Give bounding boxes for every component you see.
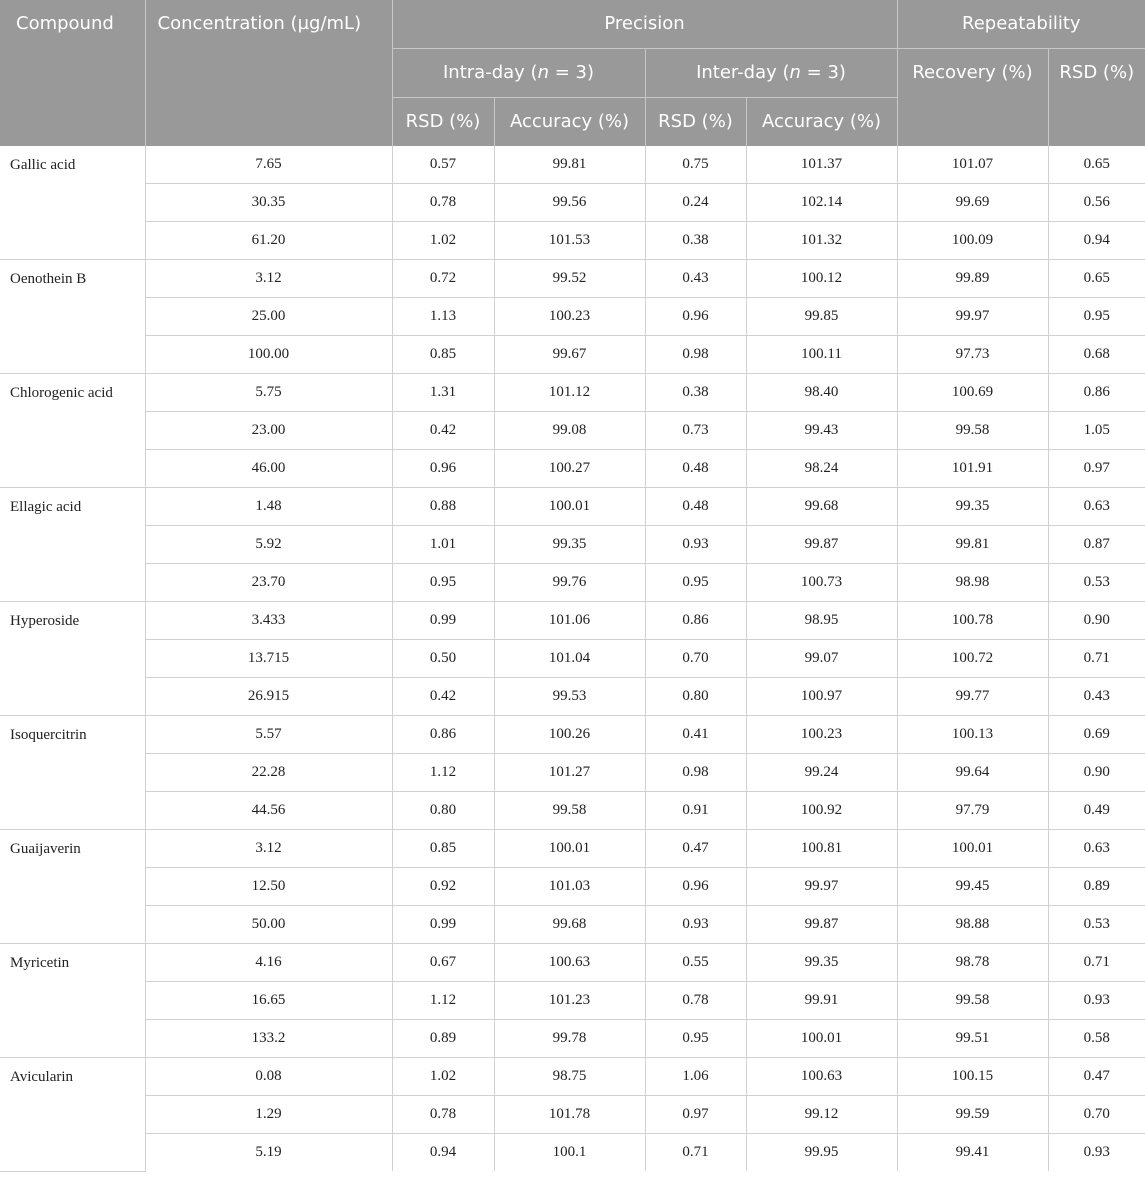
cell-intra-rsd: 0.96 [392,450,494,488]
cell-intra-accuracy: 100.1 [494,1134,645,1172]
cell-intra-rsd: 0.42 [392,412,494,450]
table-row [0,830,1145,868]
header-recovery: Recovery (%) [897,49,1048,147]
cell-inter-accuracy: 101.32 [746,222,897,260]
cell-recovery: 100.15 [897,1058,1048,1096]
cell-concentration: 100.00 [145,336,392,374]
cell-intra-rsd: 0.78 [392,1096,494,1134]
table-row [0,450,1145,488]
cell-recovery: 99.51 [897,1020,1048,1058]
cell-compound: Oenothein B [0,260,145,374]
cell-inter-accuracy: 100.63 [746,1058,897,1096]
cell-inter-accuracy: 100.01 [746,1020,897,1058]
table-row [0,222,1145,260]
cell-concentration: 61.20 [145,222,392,260]
cell-intra-rsd: 0.50 [392,640,494,678]
cell-inter-accuracy: 99.87 [746,526,897,564]
cell-inter-rsd: 0.41 [645,716,746,754]
table-row [0,716,1145,754]
cell-intra-accuracy: 101.12 [494,374,645,412]
cell-concentration: 0.08 [145,1058,392,1096]
cell-inter-rsd: 0.70 [645,640,746,678]
table-row [0,488,1145,526]
cell-repeatability-rsd: 0.71 [1048,944,1145,982]
cell-inter-accuracy: 99.97 [746,868,897,906]
cell-inter-accuracy: 99.95 [746,1134,897,1172]
cell-inter-rsd: 0.48 [645,488,746,526]
cell-recovery: 100.01 [897,830,1048,868]
cell-intra-rsd: 0.88 [392,488,494,526]
cell-compound: Hyperoside [0,602,145,716]
cell-repeatability-rsd: 0.43 [1048,678,1145,716]
cell-repeatability-rsd: 0.53 [1048,906,1145,944]
cell-intra-accuracy: 101.03 [494,868,645,906]
cell-repeatability-rsd: 0.90 [1048,754,1145,792]
table-row [0,982,1145,1020]
cell-intra-accuracy: 101.53 [494,222,645,260]
cell-recovery: 99.45 [897,868,1048,906]
cell-recovery: 99.77 [897,678,1048,716]
cell-compound: Ellagic acid [0,488,145,602]
cell-recovery: 99.69 [897,184,1048,222]
cell-compound: Gallic acid [0,146,145,260]
cell-intra-rsd: 0.99 [392,906,494,944]
cell-intra-accuracy: 99.58 [494,792,645,830]
table-row [0,640,1145,678]
cell-intra-rsd: 0.92 [392,868,494,906]
cell-intra-accuracy: 101.04 [494,640,645,678]
cell-intra-accuracy: 101.06 [494,602,645,640]
cell-repeatability-rsd: 0.97 [1048,450,1145,488]
cell-recovery: 99.58 [897,982,1048,1020]
cell-inter-accuracy: 99.91 [746,982,897,1020]
cell-recovery: 98.78 [897,944,1048,982]
cell-recovery: 99.97 [897,298,1048,336]
table-row [0,754,1145,792]
header-inter-accuracy: Accuracy (%) [746,98,897,147]
cell-concentration: 25.00 [145,298,392,336]
cell-intra-rsd: 1.13 [392,298,494,336]
cell-inter-rsd: 0.75 [645,146,746,184]
cell-intra-rsd: 1.02 [392,1058,494,1096]
cell-inter-accuracy: 99.85 [746,298,897,336]
cell-intra-accuracy: 99.56 [494,184,645,222]
cell-inter-accuracy: 100.12 [746,260,897,298]
cell-concentration: 13.715 [145,640,392,678]
cell-inter-rsd: 0.38 [645,222,746,260]
cell-intra-rsd: 0.95 [392,564,494,602]
table-header [0,0,1145,146]
cell-intra-accuracy: 99.81 [494,146,645,184]
cell-inter-accuracy: 100.11 [746,336,897,374]
cell-intra-accuracy: 99.35 [494,526,645,564]
cell-intra-accuracy: 101.27 [494,754,645,792]
cell-inter-accuracy: 100.23 [746,716,897,754]
cell-recovery: 99.35 [897,488,1048,526]
cell-inter-accuracy: 99.07 [746,640,897,678]
cell-inter-rsd: 1.06 [645,1058,746,1096]
cell-repeatability-rsd: 0.87 [1048,526,1145,564]
cell-repeatability-rsd: 0.65 [1048,260,1145,298]
cell-concentration: 5.57 [145,716,392,754]
cell-inter-accuracy: 100.81 [746,830,897,868]
cell-inter-rsd: 0.98 [645,336,746,374]
cell-recovery: 100.69 [897,374,1048,412]
cell-inter-accuracy: 99.12 [746,1096,897,1134]
header-concentration: Concentration (µg/mL) [145,0,392,146]
cell-repeatability-rsd: 0.65 [1048,146,1145,184]
cell-intra-accuracy: 100.27 [494,450,645,488]
cell-intra-rsd: 1.02 [392,222,494,260]
cell-recovery: 97.79 [897,792,1048,830]
table-row [0,868,1145,906]
table-row [0,564,1145,602]
cell-inter-rsd: 0.95 [645,1020,746,1058]
table-row [0,1096,1145,1134]
cell-inter-accuracy: 98.40 [746,374,897,412]
cell-inter-rsd: 0.38 [645,374,746,412]
cell-concentration: 23.70 [145,564,392,602]
cell-compound: Avicularin [0,1058,145,1172]
table-row [0,146,1145,184]
cell-intra-rsd: 0.42 [392,678,494,716]
cell-recovery: 99.81 [897,526,1048,564]
cell-inter-rsd: 0.24 [645,184,746,222]
cell-repeatability-rsd: 0.69 [1048,716,1145,754]
cell-recovery: 101.91 [897,450,1048,488]
table-row [0,184,1145,222]
table-row [0,906,1145,944]
cell-inter-accuracy: 99.68 [746,488,897,526]
table-row [0,678,1145,716]
cell-inter-accuracy: 99.43 [746,412,897,450]
cell-repeatability-rsd: 0.86 [1048,374,1145,412]
cell-intra-accuracy: 100.01 [494,488,645,526]
cell-repeatability-rsd: 0.90 [1048,602,1145,640]
cell-intra-rsd: 0.80 [392,792,494,830]
cell-concentration: 30.35 [145,184,392,222]
cell-repeatability-rsd: 0.71 [1048,640,1145,678]
header-repeatability: Repeatability [897,0,1145,49]
table-row [0,526,1145,564]
cell-inter-accuracy: 99.87 [746,906,897,944]
cell-repeatability-rsd: 0.93 [1048,982,1145,1020]
cell-inter-rsd: 0.78 [645,982,746,1020]
header-precision: Precision [392,0,897,49]
cell-repeatability-rsd: 0.93 [1048,1134,1145,1172]
cell-compound: Chlorogenic acid [0,374,145,488]
cell-inter-accuracy: 98.24 [746,450,897,488]
table-row [0,1020,1145,1058]
table-row [0,1134,1145,1172]
cell-inter-accuracy: 99.24 [746,754,897,792]
cell-inter-rsd: 0.43 [645,260,746,298]
cell-concentration: 5.92 [145,526,392,564]
cell-repeatability-rsd: 0.58 [1048,1020,1145,1058]
cell-inter-accuracy: 100.97 [746,678,897,716]
cell-concentration: 133.2 [145,1020,392,1058]
cell-inter-rsd: 0.73 [645,412,746,450]
cell-repeatability-rsd: 0.56 [1048,184,1145,222]
cell-concentration: 4.16 [145,944,392,982]
cell-recovery: 101.07 [897,146,1048,184]
cell-concentration: 3.433 [145,602,392,640]
cell-inter-rsd: 0.95 [645,564,746,602]
cell-intra-rsd: 0.57 [392,146,494,184]
cell-intra-accuracy: 101.23 [494,982,645,1020]
cell-recovery: 100.78 [897,602,1048,640]
cell-intra-accuracy: 99.78 [494,1020,645,1058]
table-row [0,792,1145,830]
cell-concentration: 3.12 [145,830,392,868]
cell-concentration: 22.28 [145,754,392,792]
cell-inter-rsd: 0.91 [645,792,746,830]
header-intra-day: Intra-day (n = 3) [392,49,645,98]
cell-repeatability-rsd: 0.70 [1048,1096,1145,1134]
table-row [0,944,1145,982]
cell-recovery: 99.64 [897,754,1048,792]
cell-inter-rsd: 0.47 [645,830,746,868]
cell-intra-accuracy: 99.52 [494,260,645,298]
cell-repeatability-rsd: 0.95 [1048,298,1145,336]
table-row [0,602,1145,640]
table-row [0,260,1145,298]
cell-intra-rsd: 1.12 [392,982,494,1020]
cell-inter-rsd: 0.96 [645,298,746,336]
cell-intra-accuracy: 100.63 [494,944,645,982]
cell-repeatability-rsd: 0.53 [1048,564,1145,602]
cell-inter-accuracy: 100.73 [746,564,897,602]
cell-repeatability-rsd: 0.47 [1048,1058,1145,1096]
cell-recovery: 99.59 [897,1096,1048,1134]
cell-compound: Guaijaverin [0,830,145,944]
cell-concentration: 46.00 [145,450,392,488]
cell-concentration: 7.65 [145,146,392,184]
cell-recovery: 99.58 [897,412,1048,450]
cell-recovery: 98.98 [897,564,1048,602]
cell-intra-rsd: 0.72 [392,260,494,298]
cell-intra-rsd: 0.89 [392,1020,494,1058]
cell-compound: Isoquercitrin [0,716,145,830]
cell-repeatability-rsd: 0.63 [1048,830,1145,868]
cell-intra-accuracy: 99.67 [494,336,645,374]
cell-repeatability-rsd: 0.94 [1048,222,1145,260]
cell-intra-accuracy: 100.26 [494,716,645,754]
header-compound: Compound [0,0,145,146]
cell-recovery: 100.72 [897,640,1048,678]
cell-concentration: 5.75 [145,374,392,412]
cell-intra-rsd: 0.78 [392,184,494,222]
cell-repeatability-rsd: 0.63 [1048,488,1145,526]
cell-inter-rsd: 0.97 [645,1096,746,1134]
cell-concentration: 26.915 [145,678,392,716]
cell-intra-rsd: 0.94 [392,1134,494,1172]
cell-repeatability-rsd: 1.05 [1048,412,1145,450]
table-row [0,336,1145,374]
cell-intra-accuracy: 99.53 [494,678,645,716]
cell-recovery: 99.89 [897,260,1048,298]
cell-concentration: 5.19 [145,1134,392,1172]
cell-intra-accuracy: 100.23 [494,298,645,336]
cell-inter-accuracy: 100.92 [746,792,897,830]
cell-intra-accuracy: 99.08 [494,412,645,450]
cell-inter-rsd: 0.93 [645,526,746,564]
cell-inter-accuracy: 102.14 [746,184,897,222]
cell-concentration: 50.00 [145,906,392,944]
cell-concentration: 12.50 [145,868,392,906]
cell-inter-rsd: 0.86 [645,602,746,640]
table-row [0,1058,1145,1096]
cell-intra-accuracy: 100.01 [494,830,645,868]
cell-concentration: 44.56 [145,792,392,830]
cell-intra-rsd: 1.31 [392,374,494,412]
cell-recovery: 99.41 [897,1134,1048,1172]
cell-concentration: 16.65 [145,982,392,1020]
cell-recovery: 100.13 [897,716,1048,754]
cell-inter-rsd: 0.93 [645,906,746,944]
header-repeatability-rsd: RSD (%) [1048,49,1145,147]
header-inter-day: Inter-day (n = 3) [645,49,897,98]
table-row [0,298,1145,336]
cell-concentration: 1.29 [145,1096,392,1134]
cell-intra-accuracy: 99.68 [494,906,645,944]
cell-recovery: 97.73 [897,336,1048,374]
cell-inter-rsd: 0.48 [645,450,746,488]
cell-intra-rsd: 1.12 [392,754,494,792]
header-intra-accuracy: Accuracy (%) [494,98,645,147]
cell-compound: Myricetin [0,944,145,1058]
cell-repeatability-rsd: 0.89 [1048,868,1145,906]
cell-intra-accuracy: 98.75 [494,1058,645,1096]
cell-concentration: 23.00 [145,412,392,450]
header-intra-rsd: RSD (%) [392,98,494,147]
cell-intra-rsd: 0.85 [392,830,494,868]
cell-intra-rsd: 0.86 [392,716,494,754]
cell-inter-rsd: 0.80 [645,678,746,716]
cell-intra-accuracy: 99.76 [494,564,645,602]
table-row [0,374,1145,412]
cell-intra-rsd: 0.85 [392,336,494,374]
cell-inter-rsd: 0.96 [645,868,746,906]
cell-inter-accuracy: 99.35 [746,944,897,982]
cell-recovery: 98.88 [897,906,1048,944]
cell-intra-accuracy: 101.78 [494,1096,645,1134]
cell-recovery: 100.09 [897,222,1048,260]
cell-inter-rsd: 0.71 [645,1134,746,1172]
table-row [0,412,1145,450]
table-body [0,146,1145,1171]
cell-intra-rsd: 0.67 [392,944,494,982]
cell-inter-accuracy: 101.37 [746,146,897,184]
cell-concentration: 3.12 [145,260,392,298]
cell-intra-rsd: 1.01 [392,526,494,564]
header-inter-rsd: RSD (%) [645,98,746,147]
cell-repeatability-rsd: 0.49 [1048,792,1145,830]
cell-intra-rsd: 0.99 [392,602,494,640]
cell-inter-rsd: 0.98 [645,754,746,792]
cell-inter-accuracy: 98.95 [746,602,897,640]
cell-concentration: 1.48 [145,488,392,526]
cell-inter-rsd: 0.55 [645,944,746,982]
cell-repeatability-rsd: 0.68 [1048,336,1145,374]
